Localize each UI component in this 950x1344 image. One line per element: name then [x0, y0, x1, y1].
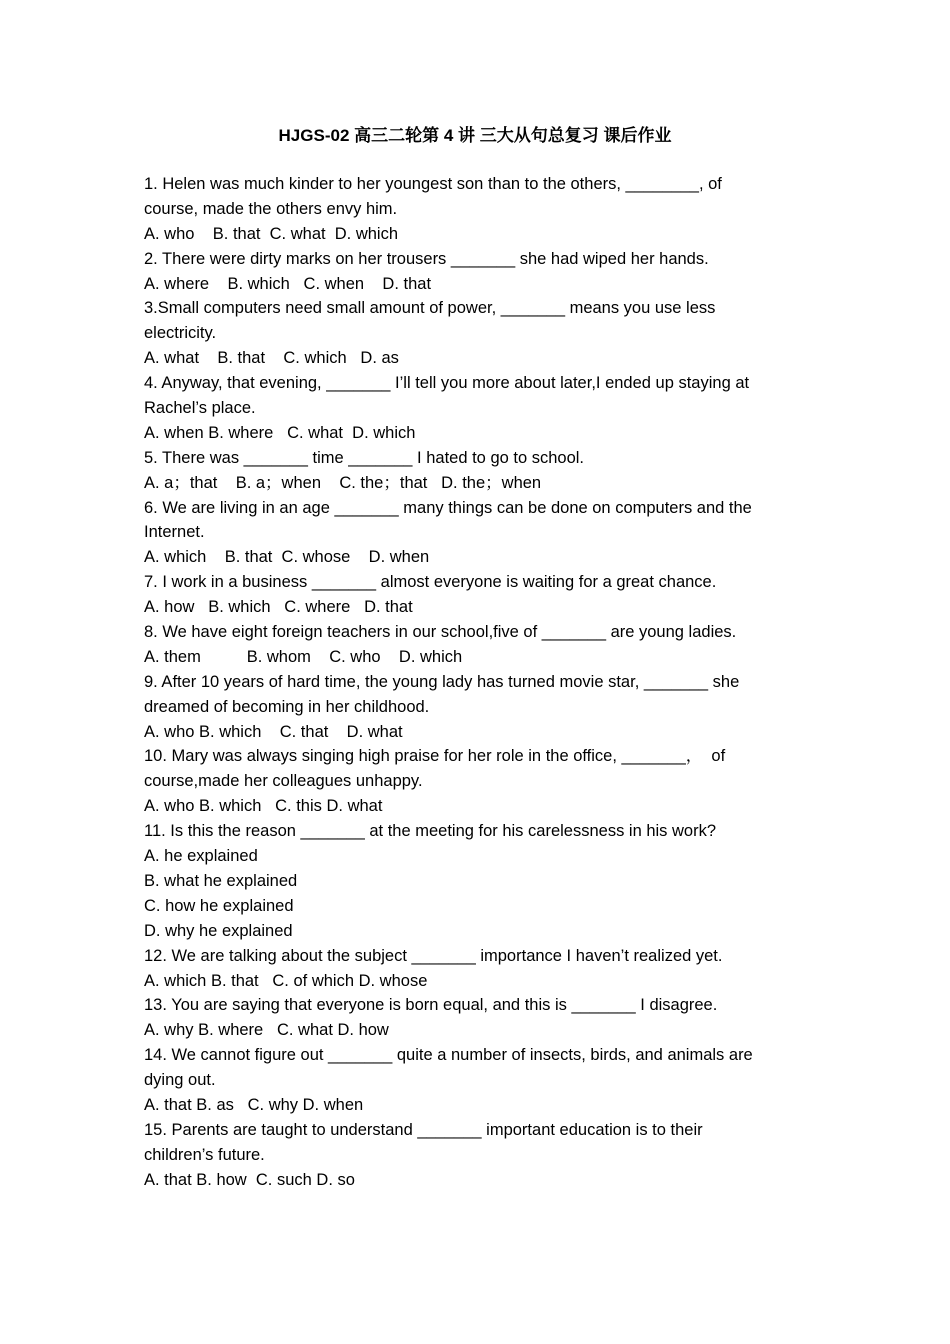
- document-title: HJGS-02 高三二轮第 4 讲 三大从句总复习 课后作业: [278, 126, 672, 145]
- document-line: A. where B. which C. when D. that: [144, 274, 432, 293]
- document-line: 9. After 10 years of hard time, the young lady has turned movie star, _______ she: [144, 672, 740, 691]
- document-line: 10. Mary was always singing high praise for her role in the office, _______， of: [144, 747, 726, 766]
- document-line: 8. We have eight foreign teachers in our school,five of _______ are young ladies.: [144, 623, 737, 642]
- document-line: 12. We are talking about the subject _______ importance I haven’t realized yet.: [144, 946, 723, 965]
- document-line: A. them B. whom C. who D. which: [144, 647, 463, 666]
- document-line: 1. Helen was much kinder to her youngest son than to the others, ________, of: [144, 175, 722, 193]
- document-line: course, made the others envy him.: [144, 199, 398, 218]
- document-line: A. that B. as C. why D. when: [144, 1095, 364, 1114]
- document-line: A. which B. that C. of which D. whose: [144, 971, 428, 990]
- document-line: dreamed of becoming in her childhood.: [144, 697, 430, 716]
- document-line: A. who B. which C. this D. what: [144, 797, 383, 816]
- document-line: A. when B. where C. what D. which: [144, 423, 416, 442]
- document-line: D. why he explained: [144, 921, 293, 940]
- document-body: [144, 172, 804, 1193]
- document-line: children’s future.: [144, 1145, 265, 1164]
- document-line: A. that B. how C. such D. so: [144, 1170, 355, 1189]
- document-line: 4. Anyway, that evening, _______ I’ll tell you more about later,I ended up staying at: [144, 374, 750, 393]
- document-line: A. who B. which C. that D. what: [144, 722, 403, 741]
- document-line: B. what he explained: [144, 871, 298, 890]
- document-line: Rachel’s place.: [144, 399, 256, 418]
- document-line: 7. I work in a business _______ almost everyone is waiting for a great chance.: [144, 573, 717, 592]
- document-line: 11. Is this the reason _______ at the meeting for his carelessness in his work?: [144, 822, 717, 841]
- document-line: 5. There was _______ time _______ I hated to go to school.: [144, 448, 585, 467]
- document-line: A. a；that B. a；when C. the；that D. the；when: [144, 473, 542, 492]
- document-line: dying out.: [144, 1071, 216, 1090]
- document-line: A. how B. which C. where D. that: [144, 598, 413, 617]
- document-line: 6. We are living in an age _______ many things can be done on computers and the: [144, 498, 752, 517]
- document-line: A. which B. that C. whose D. when: [144, 548, 430, 567]
- document-line: 15. Parents are taught to understand _______ important education is to their: [144, 1120, 703, 1139]
- document-line: 3.Small computers need small amount of power, _______ means you use less: [144, 299, 716, 318]
- document-line: Internet.: [144, 523, 205, 542]
- document-line: A. who B. that C. what D. which: [144, 224, 399, 243]
- document-line: A. why B. where C. what D. how: [144, 1021, 389, 1040]
- document-line: 2. There were dirty marks on her trousers _______ she had wiped her hands.: [144, 249, 709, 268]
- document-line: 13. You are saying that everyone is born equal, and this is _______ I disagree.: [144, 996, 718, 1015]
- document-line: A. he explained: [144, 847, 258, 866]
- document-line: C. how he explained: [144, 896, 294, 915]
- document-line: course,made her colleagues unhappy.: [144, 772, 423, 791]
- document-line: 14. We cannot figure out _______ quite a number of insects, birds, and animals are: [144, 1046, 753, 1065]
- document-line: electricity.: [144, 324, 217, 343]
- document-line: A. what B. that C. which D. as: [144, 349, 399, 368]
